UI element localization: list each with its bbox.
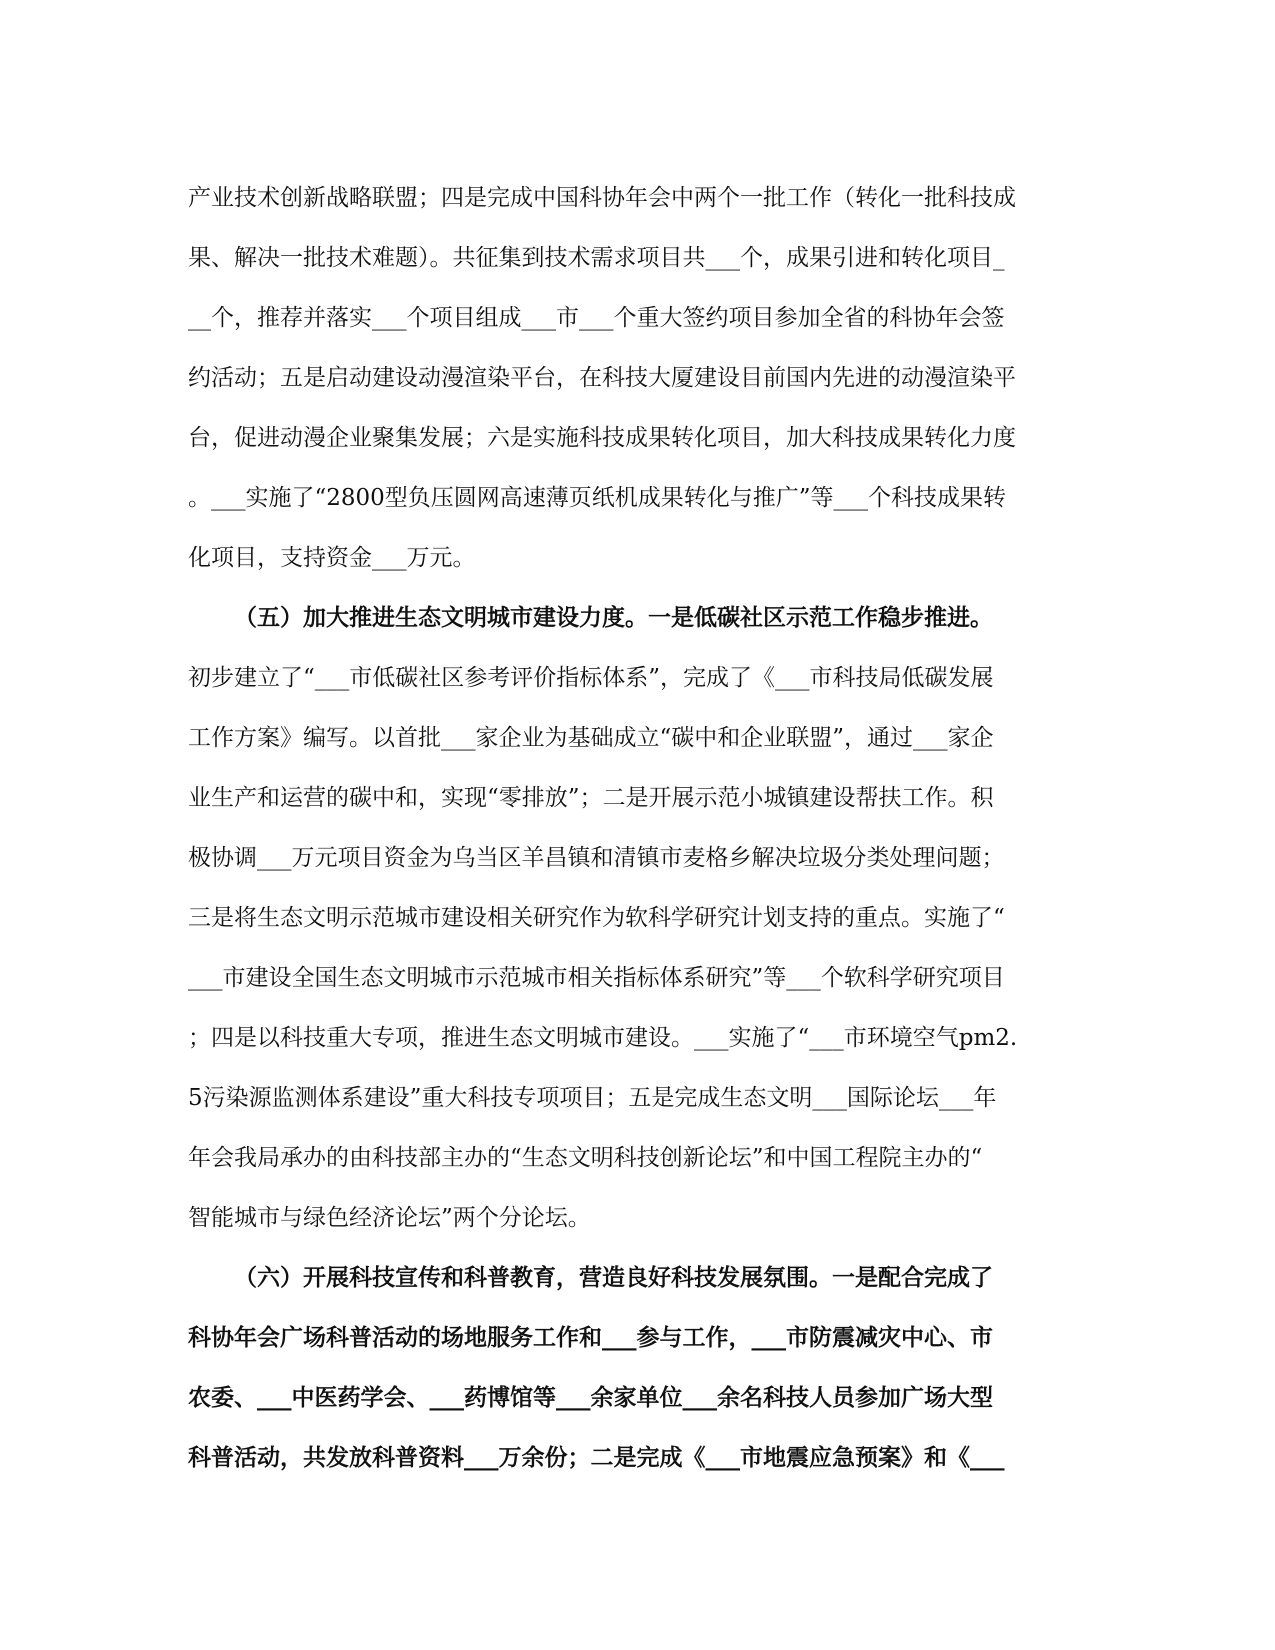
bold-body-line: 农委、___中医药学会、___药博馆等___余家单位___余名科技人员参加广场大型: [188, 1384, 993, 1411]
body-line: 产业技术创新战略联盟；四是完成中国科协年会中两个一批工作（转化一批科技成: [188, 185, 1016, 211]
body-line: 极协调___万元项目资金为乌当区羊昌镇和清镇市麦格乡解决垃圾分类处理问题；: [188, 845, 1005, 871]
body-line: 果、解决一批技术难题）。共征集到技术需求项目共___个，成果引进和转化项目_: [188, 245, 1005, 271]
section-five-heading: （五）加大推进生态文明城市建设力度。一是低碳社区示范工作稳步推进。: [234, 604, 993, 631]
body-line: 工作方案》编写。以首批___家企业为基础成立“碳中和企业联盟”，通过___家企: [188, 725, 994, 751]
body-line: ___市建设全国生态文明城市示范城市相关指标体系研究”等___个软科学研究项目: [188, 965, 1005, 991]
body-line: 业生产和运营的碳中和，实现“零排放”；二是开展示范小城镇建设帮扶工作。积: [188, 785, 994, 811]
document-body: [188, 168, 1088, 1488]
body-line: 。___实施了“2800型负压圆网高速薄页纸机成果转化与推广”等___个科技成果转: [188, 485, 1007, 511]
body-line: 三是将生态文明示范城市建设相关研究作为软科学研究计划支持的重点。实施了“: [188, 905, 1005, 931]
body-line: ；四是以科技重大专项，推进生态文明城市建设。___实施了“___市环境空气pm2.: [188, 1025, 1018, 1051]
body-line: 台，促进动漫企业聚集发展；六是实施科技成果转化项目，加大科技成果转化力度: [188, 425, 1016, 451]
body-line: 5污染源监测体系建设”重大科技专项项目；五是完成生态文明___国际论坛___年: [188, 1085, 997, 1111]
section-heading-line: [188, 588, 1088, 648]
bold-body-line: 科协年会广场科普活动的场地服务工作和___参与工作，___市防震减灾中心、市: [188, 1324, 993, 1351]
section-six-heading: （六）开展科技宣传和科普教育，营造良好科技发展氛围。一是配合完成了: [234, 1264, 993, 1291]
body-line: 智能城市与绿色经济论坛”两个分论坛。: [188, 1205, 591, 1231]
body-line: 约活动；五是启动建设动漫渲染平台，在科技大厦建设目前国内先进的动漫渲染平: [188, 365, 1016, 391]
body-line: 化项目，支持资金___万元。: [188, 545, 476, 571]
body-line: 年会我局承办的由科技部主办的“生态文明科技创新论坛”和中国工程院主办的“: [188, 1145, 983, 1171]
body-line: 初步建立了“___市低碳社区参考评价指标体系”，完成了《___市科技局低碳发展: [188, 665, 994, 691]
bold-body-line: 科普活动，共发放科普资料___万余份；二是完成《___市地震应急预案》和《___: [188, 1444, 1005, 1471]
body-line: __个，推荐并落实___个项目组成___市___个重大签约项目参加全省的科协年会签: [188, 305, 1005, 331]
